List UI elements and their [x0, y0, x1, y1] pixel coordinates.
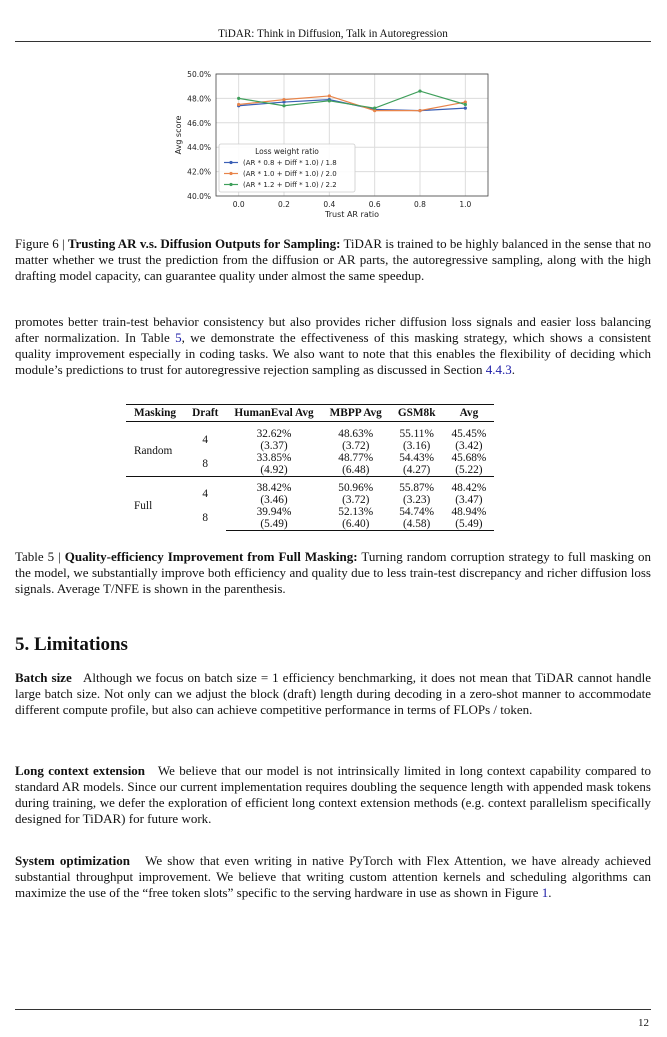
nfe-cell: (3.47): [455, 494, 483, 506]
table5-title: Quality-efficiency Improvement from Full Masking:: [64, 549, 358, 564]
data-point: [373, 107, 376, 110]
figure6-caption: [15, 236, 651, 284]
col-header: Avg: [444, 405, 495, 422]
paragraph-title: Batch size: [15, 670, 72, 685]
nfe-cell: (6.48): [342, 463, 370, 476]
y-tick-label: 40.0%: [187, 192, 211, 201]
value-cell: 55.87%: [399, 482, 435, 494]
footer-rule: [15, 1009, 651, 1010]
x-tick-label: 0.2: [278, 200, 290, 209]
figure6-label: Figure 6 |: [15, 236, 68, 251]
para-text: promotes better train-test behavior consistency but also provides richer diffusion loss signals and easier loss balancing after normalization. In Table: [15, 314, 651, 345]
draft-cell: 4: [202, 488, 209, 500]
nfe-cell: (5.49): [226, 518, 321, 531]
legend-marker: [229, 161, 232, 164]
nfe-cell: (3.46): [260, 494, 288, 506]
figure6-text: TiDAR is trained to be highly balanced in the sense that no matter whether we trust the prediction from the diffusion or AR parts, the autoregressive sampling, along with the high drafting model capacity, can guarantee quality under almost the same speedup.: [15, 236, 651, 283]
value-cell: 48.63%: [338, 427, 374, 440]
value-cell: 48.94%: [451, 506, 487, 518]
data-point: [237, 103, 240, 106]
section-ref-link[interactable]: 4.4.3: [485, 362, 512, 377]
nfe-cell: (4.92): [260, 463, 288, 476]
nfe-cell: (3.23): [403, 494, 431, 506]
batch-size-paragraph: [15, 670, 651, 718]
value-cell: 45.45%: [451, 427, 487, 440]
data-point: [464, 103, 467, 106]
nfe-cell: (4.27): [403, 463, 431, 476]
paragraph-title: System optimization: [15, 853, 130, 868]
para-text: .: [511, 362, 516, 377]
nfe-cell: (6.40): [322, 518, 390, 531]
y-tick-label: 46.0%: [187, 118, 211, 128]
col-header: GSM8k: [390, 405, 444, 422]
table-header-row: [126, 405, 494, 422]
paragraph-title: Long context extension: [15, 763, 146, 778]
data-point: [418, 89, 421, 92]
y-tick-label: 42.0%: [187, 167, 211, 177]
data-point: [418, 109, 421, 112]
legend-entry: (AR * 0.8 + Diff * 1.0) / 1.8: [243, 159, 337, 167]
page-number: 12: [638, 1017, 649, 1029]
data-point: [328, 94, 331, 97]
nfe-cell: (3.16): [403, 439, 431, 452]
value-cell: 33.85%: [256, 451, 292, 464]
value-cell: 38.42%: [256, 482, 292, 494]
data-point: [282, 98, 285, 101]
paragraph-text: We believe that our model is not intrinsically limited in long context capability compared to standard AR models. Since our current implementation requires doubling the sequence length with appended mask tokens during training, we defer the exploration of efficient long context extension methods (e.g. context parallelism specifically designed for TiDAR) for future work.: [15, 763, 651, 826]
col-header: HumanEval Avg: [226, 405, 321, 422]
value-cell: 32.62%: [256, 427, 292, 440]
body-paragraph: [15, 314, 651, 378]
x-tick-label: 0.6: [368, 200, 381, 209]
series-line: [239, 91, 466, 108]
value-cell: 52.13%: [338, 506, 374, 518]
draft-cell: 4: [202, 433, 209, 446]
value-cell: 50.96%: [338, 482, 374, 494]
data-point: [282, 104, 285, 107]
draft-cell: 8: [202, 512, 209, 525]
x-tick-label: 0.4: [323, 200, 336, 209]
table-ref-link[interactable]: 5: [175, 330, 182, 345]
table5-label: Table 5 |: [15, 549, 65, 564]
value-cell: 45.68%: [451, 451, 487, 464]
nfe-cell: (3.37): [260, 439, 288, 452]
running-header: TiDAR: Think in Diffusion, Talk in Autoregression: [218, 28, 448, 40]
col-header: MBPP Avg: [322, 405, 390, 422]
x-tick-label: 1.0: [459, 200, 472, 209]
system-optimization-paragraph: [15, 853, 651, 901]
col-header: Draft: [184, 405, 226, 422]
paragraph-text: We show that even writing in native PyTorch with Flex Attention, we have already achieved substantial throughput improvement. We believe that writing custom attention kernels and scheduling algorithms can maximize the use of the “free token slots” specific to the serving hardware in use as shown in Figure: [15, 853, 651, 900]
col-header: Masking: [126, 405, 184, 422]
value-cell: 55.11%: [399, 427, 434, 440]
nfe-cell: (3.42): [455, 439, 483, 452]
paragraph-text: Although we focus on batch size = 1 efficiency benchmarking, it does not mean that TiDAR cannot handle large batch size. Not only can we adjust the block (draft) length during decoding in a zero-shot manner to accommodate different compute profile, but also can achieve competitive performance in terms of FLOPs / token.: [15, 670, 651, 717]
value-cell: 48.77%: [338, 451, 374, 464]
x-tick-label: 0.0: [232, 200, 245, 209]
draft-cell: 8: [202, 457, 209, 470]
figure-ref-link[interactable]: 1: [541, 885, 549, 900]
nfe-cell: (4.58): [390, 518, 444, 531]
y-tick-label: 48.0%: [187, 94, 211, 104]
data-point: [237, 97, 240, 100]
nfe-cell: (3.72): [342, 439, 370, 452]
x-axis-label: Trust AR ratio: [325, 210, 379, 219]
figure6-title: Trusting AR v.s. Diffusion Outputs for Sampling:: [67, 236, 341, 251]
header-rule: [15, 41, 651, 42]
loss-weight-line-chart: [170, 64, 490, 224]
legend-entry: (AR * 1.2 + Diff * 1.0) / 2.2: [243, 181, 337, 189]
masking-cell: Full: [126, 476, 184, 531]
data-point: [464, 107, 467, 110]
x-tick-label: 0.8: [414, 200, 426, 209]
long-context-paragraph: [15, 763, 651, 827]
masking-cell: Random: [134, 444, 173, 457]
y-axis-label: Avg score: [174, 115, 183, 155]
data-point: [328, 99, 331, 102]
nfe-cell: (3.72): [342, 494, 370, 506]
table5-caption: [15, 549, 651, 597]
para-text: , we demonstrate the effectiveness of this masking strategy, which shows a consistent quality improvement especially in coding tasks. We also want to note that this enables the flexibility of deciding which module’s predictions to trust for autoregressive rejection sampling as discussed in Section: [15, 330, 651, 377]
section-heading: 5. Limitations: [15, 634, 128, 655]
value-cell: 39.94%: [256, 506, 292, 518]
legend-title: Loss weight ratio: [255, 147, 319, 156]
table5-text: Turning random corruption strategy to full masking on the model, we substantially improve both efficiency and quality due to less train-test discrepancy and richer diffusion loss signals. Average T/NFE is shown in the parenthesis.: [15, 549, 651, 596]
value-cell: 54.74%: [399, 506, 435, 518]
legend-marker: [229, 172, 232, 175]
nfe-cell: (5.49): [444, 518, 495, 531]
y-tick-label: 44.0%: [187, 143, 211, 153]
value-cell: 54.43%: [399, 451, 435, 464]
y-tick-label: 50.0%: [187, 70, 211, 79]
legend-marker: [229, 183, 232, 186]
nfe-cell: (5.22): [455, 463, 483, 476]
value-cell: 48.42%: [451, 482, 487, 494]
paragraph-text: .: [548, 885, 552, 900]
legend-entry: (AR * 1.0 + Diff * 1.0) / 2.0: [243, 170, 337, 178]
masking-results-table: [126, 404, 494, 531]
